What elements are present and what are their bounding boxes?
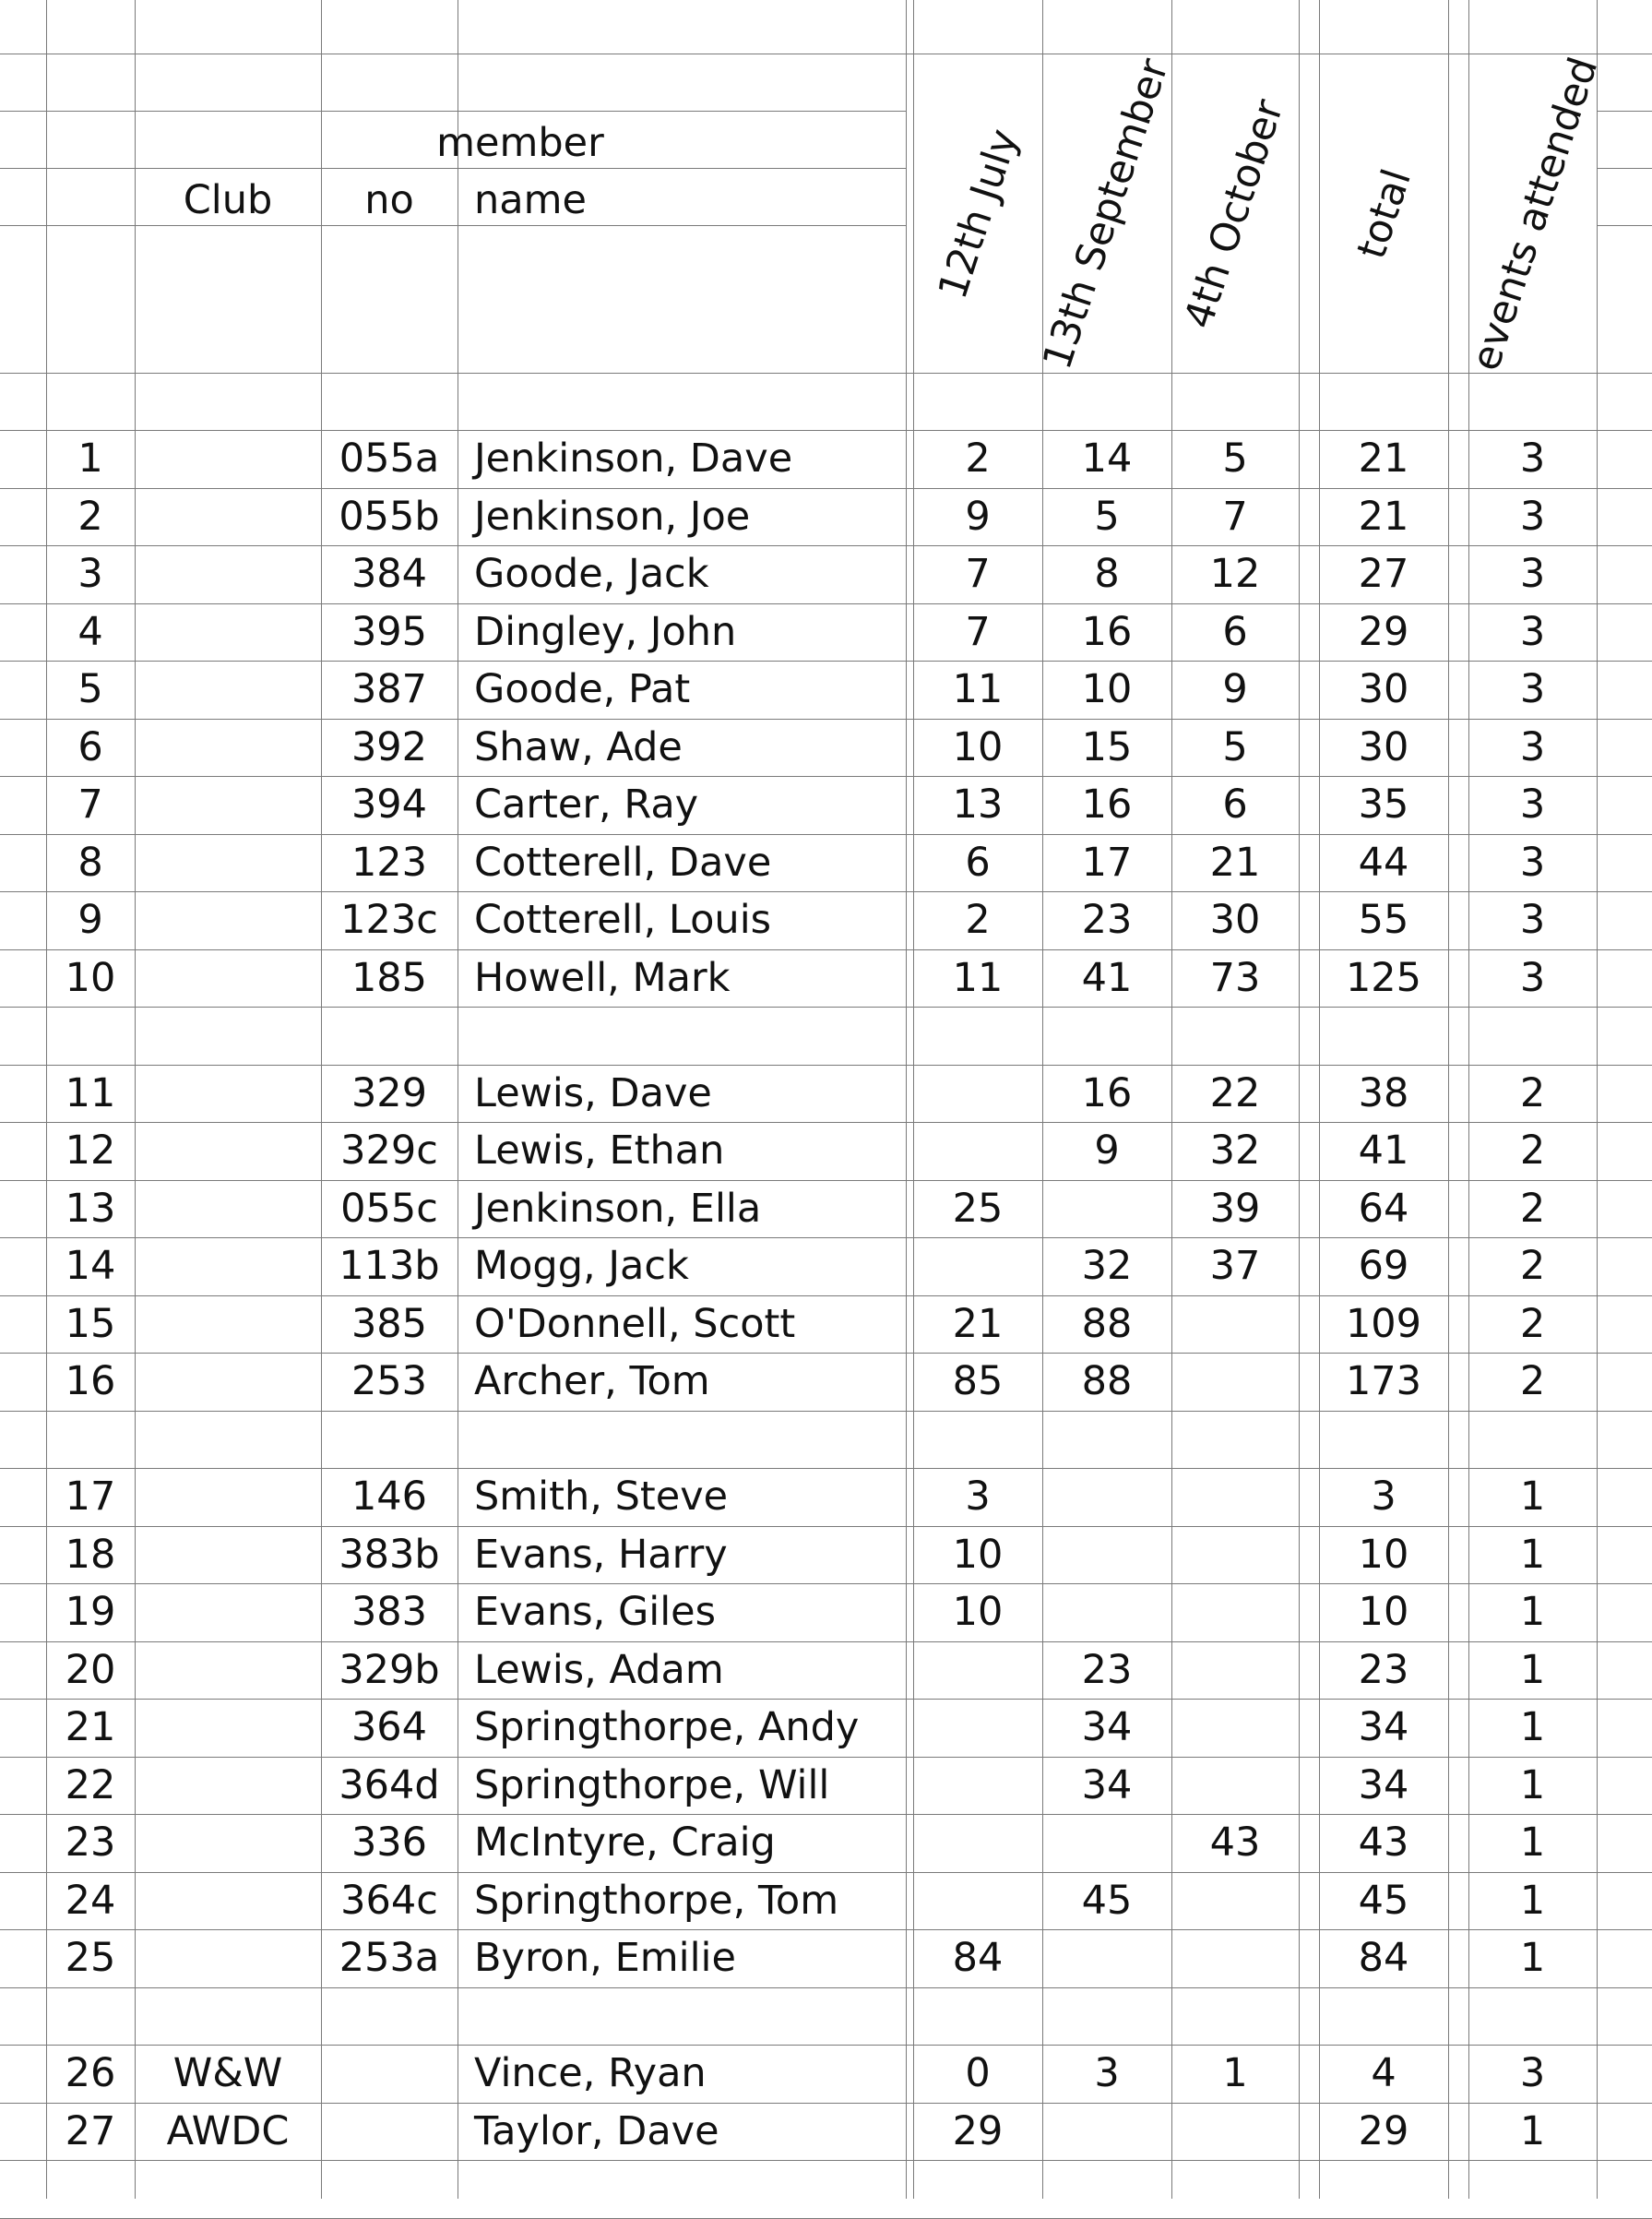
cell-event-1: 11	[952, 955, 1004, 1001]
cell-name: Shaw, Ade	[474, 724, 683, 770]
cell-event-2: 23	[1081, 897, 1133, 943]
cell-name: O'Donnell, Scott	[474, 1301, 796, 1347]
cell-total: 10	[1358, 1589, 1409, 1635]
cell-total: 29	[1358, 609, 1409, 655]
cell-events-attended: 1	[1519, 1762, 1546, 1808]
cell-event-1: 10	[952, 1589, 1004, 1635]
cell-total: 38	[1358, 1070, 1409, 1116]
cell-total: 45	[1358, 1878, 1409, 1924]
cell-club	[135, 834, 321, 891]
cell-event-3: 73	[1209, 955, 1261, 1001]
cell-member-no: 055a	[339, 435, 440, 482]
cell-event-1: 13	[952, 781, 1004, 828]
grid-hline-header	[0, 111, 906, 112]
cell-total: 34	[1358, 1762, 1409, 1808]
grid-hline-header	[1597, 168, 1652, 169]
cell-rank: 24	[65, 1878, 116, 1924]
cell-member-no: 146	[351, 1473, 428, 1520]
cell-name: Lewis, Ethan	[474, 1127, 725, 1174]
cell-total: 109	[1345, 1301, 1422, 1347]
cell-name: Jenkinson, Ella	[474, 1186, 762, 1232]
cell-member-no: 253a	[339, 1935, 440, 1981]
cell-rank: 23	[65, 1819, 116, 1866]
cell-club	[135, 1122, 321, 1179]
cell-member-no: 364c	[340, 1878, 438, 1924]
cell-member-no	[321, 2103, 458, 2160]
cell-event-3: 5	[1222, 435, 1248, 482]
cell-event-1: 9	[965, 494, 991, 540]
grid-vline	[906, 0, 907, 2199]
cell-event-3	[1171, 1872, 1299, 1929]
cell-event-2: 16	[1081, 1070, 1133, 1116]
cell-name: Dingley, John	[474, 609, 737, 655]
cell-rank: 14	[65, 1243, 116, 1289]
cell-member-no: 336	[351, 1819, 428, 1866]
cell-total: 30	[1358, 724, 1409, 770]
cell-event-2: 88	[1081, 1358, 1133, 1404]
header-event-1: 12th July	[929, 124, 1028, 304]
cell-name: Jenkinson, Joe	[474, 494, 751, 540]
cell-events-attended: 1	[1519, 1473, 1546, 1520]
cell-rank: 25	[65, 1935, 116, 1981]
cell-event-3	[1171, 1641, 1299, 1699]
cell-rank: 1	[77, 435, 103, 482]
cell-name: Vince, Ryan	[474, 2050, 707, 2096]
grid-hline	[0, 2160, 1652, 2161]
cell-event-2: 15	[1081, 724, 1133, 770]
cell-member-no: 364	[351, 1704, 428, 1750]
cell-club	[135, 1814, 321, 1871]
cell-event-3	[1171, 1757, 1299, 1814]
grid-hline	[0, 373, 1652, 374]
cell-club	[135, 776, 321, 833]
cell-event-1: 11	[952, 666, 1004, 712]
cell-total: 69	[1358, 1243, 1409, 1289]
cell-member-no: 329c	[340, 1127, 438, 1174]
cell-member-no: 394	[351, 781, 428, 828]
cell-rank: 17	[65, 1473, 116, 1520]
cell-total: 4	[1371, 2050, 1396, 2096]
cell-total: 3	[1371, 1473, 1396, 1520]
cell-name: Archer, Tom	[474, 1358, 710, 1404]
cell-events-attended: 3	[1519, 955, 1546, 1001]
cell-events-attended: 2	[1519, 1301, 1546, 1347]
cell-event-3: 6	[1222, 609, 1248, 655]
cell-total: 27	[1358, 551, 1409, 597]
cell-member-no: 384	[351, 551, 428, 597]
grid-vline	[1299, 0, 1300, 2199]
cell-name: Springthorpe, Andy	[474, 1704, 860, 1750]
cell-event-2: 9	[1094, 1127, 1120, 1174]
cell-event-2	[1042, 1583, 1171, 1640]
cell-rank: 15	[65, 1301, 116, 1347]
cell-total: 21	[1358, 435, 1409, 482]
cell-event-2: 32	[1081, 1243, 1133, 1289]
cell-name: McIntyre, Craig	[474, 1819, 776, 1866]
cell-club	[135, 1468, 321, 1525]
cell-event-3	[1171, 1583, 1299, 1640]
cell-name: Carter, Ray	[474, 781, 699, 828]
cell-club	[135, 661, 321, 718]
cell-total: 55	[1358, 897, 1409, 943]
cell-total: 35	[1358, 781, 1409, 828]
cell-event-2: 41	[1081, 955, 1133, 1001]
cell-club	[135, 1295, 321, 1353]
cell-event-3: 5	[1222, 724, 1248, 770]
cell-events-attended: 1	[1519, 1819, 1546, 1866]
cell-events-attended: 1	[1519, 1878, 1546, 1924]
cell-member-no: 055c	[340, 1186, 438, 1232]
cell-rank: 12	[65, 1127, 116, 1174]
cell-event-1	[913, 1065, 1042, 1122]
cell-total: 34	[1358, 1704, 1409, 1750]
cell-event-2: 8	[1094, 551, 1120, 597]
cell-events-attended: 2	[1519, 1358, 1546, 1404]
cell-name: Springthorpe, Will	[474, 1762, 830, 1808]
cell-club	[135, 719, 321, 776]
cell-event-2: 23	[1081, 1647, 1133, 1693]
cell-event-3	[1171, 1468, 1299, 1525]
cell-rank: 4	[77, 609, 103, 655]
cell-event-2	[1042, 1526, 1171, 1583]
cell-club	[135, 891, 321, 948]
cell-event-2: 5	[1094, 494, 1120, 540]
header-no: no	[364, 177, 414, 223]
cell-member-no: 387	[351, 666, 428, 712]
cell-event-2: 17	[1081, 840, 1133, 886]
cell-event-1: 7	[965, 609, 991, 655]
cell-member-no	[321, 2045, 458, 2102]
header-member: member	[436, 120, 604, 166]
cell-events-attended: 1	[1519, 1589, 1546, 1635]
grid-hline	[0, 1411, 1652, 1412]
cell-rank: 18	[65, 1532, 116, 1578]
cell-events-attended: 3	[1519, 781, 1546, 828]
cell-event-1: 6	[965, 840, 991, 886]
cell-club	[135, 1065, 321, 1122]
cell-event-2	[1042, 1468, 1171, 1525]
cell-event-2: 45	[1081, 1878, 1133, 1924]
cell-events-attended: 2	[1519, 1243, 1546, 1289]
cell-event-1: 10	[952, 724, 1004, 770]
cell-name: Byron, Emilie	[474, 1935, 736, 1981]
cell-event-3	[1171, 1929, 1299, 1986]
cell-total: 21	[1358, 494, 1409, 540]
cell-events-attended: 3	[1519, 724, 1546, 770]
cell-total: 30	[1358, 666, 1409, 712]
cell-event-1: 29	[952, 2108, 1004, 2154]
cell-rank: 19	[65, 1589, 116, 1635]
cell-rank: 3	[77, 551, 103, 597]
cell-rank: 13	[65, 1186, 116, 1232]
cell-total: 29	[1358, 2108, 1409, 2154]
cell-events-attended: 3	[1519, 897, 1546, 943]
cell-event-3	[1171, 1353, 1299, 1410]
cell-rank: 2	[77, 494, 103, 540]
cell-event-3: 1	[1222, 2050, 1248, 2096]
cell-total: 44	[1358, 840, 1409, 886]
cell-events-attended: 3	[1519, 435, 1546, 482]
cell-event-2	[1042, 1814, 1171, 1871]
cell-event-2	[1042, 1929, 1171, 1986]
cell-club	[135, 1180, 321, 1237]
cell-events-attended: 3	[1519, 666, 1546, 712]
cell-event-3	[1171, 1295, 1299, 1353]
cell-member-no: 113b	[339, 1243, 440, 1289]
cell-club	[135, 1929, 321, 1986]
cell-member-no: 253	[351, 1358, 428, 1404]
cell-name: Taylor, Dave	[474, 2108, 719, 2154]
cell-total: 64	[1358, 1186, 1409, 1232]
cell-rank: 26	[65, 2050, 116, 2096]
cell-events-attended: 3	[1519, 2050, 1546, 2096]
cell-member-no: 383b	[339, 1532, 440, 1578]
cell-event-2: 34	[1081, 1704, 1133, 1750]
cell-rank: 10	[65, 955, 116, 1001]
cell-rank: 7	[77, 781, 103, 828]
cell-name: Cotterell, Dave	[474, 840, 772, 886]
cell-club	[135, 1237, 321, 1294]
cell-event-3	[1171, 2103, 1299, 2160]
cell-event-3: 43	[1209, 1819, 1261, 1866]
grid-hline-header	[1597, 111, 1652, 112]
cell-club	[135, 1353, 321, 1410]
grid-vline	[1597, 0, 1598, 2199]
cell-event-2	[1042, 1180, 1171, 1237]
cell-event-2: 16	[1081, 609, 1133, 655]
cell-club	[135, 949, 321, 1007]
cell-name: Mogg, Jack	[474, 1243, 689, 1289]
cell-event-1	[913, 1757, 1042, 1814]
cell-name: Lewis, Adam	[474, 1647, 724, 1693]
cell-event-2: 16	[1081, 781, 1133, 828]
cell-member-no: 329	[351, 1070, 428, 1116]
cell-total: 125	[1345, 955, 1422, 1001]
cell-event-1: 0	[965, 2050, 991, 2096]
cell-events-attended: 1	[1519, 1704, 1546, 1750]
cell-event-3	[1171, 1526, 1299, 1583]
cell-name: Cotterell, Louis	[474, 897, 772, 943]
cell-club	[135, 545, 321, 602]
cell-member-no: 385	[351, 1301, 428, 1347]
cell-rank: 21	[65, 1704, 116, 1750]
cell-member-no: 395	[351, 609, 428, 655]
cell-event-3: 22	[1209, 1070, 1261, 1116]
cell-club: AWDC	[166, 2108, 290, 2154]
cell-events-attended: 3	[1519, 494, 1546, 540]
cell-name: Jenkinson, Dave	[474, 435, 793, 482]
cell-total: 23	[1358, 1647, 1409, 1693]
cell-club	[135, 1641, 321, 1699]
cell-event-2: 10	[1081, 666, 1133, 712]
cell-club: W&W	[172, 2050, 283, 2096]
cell-events-attended: 1	[1519, 1532, 1546, 1578]
cell-rank: 5	[77, 666, 103, 712]
cell-total: 41	[1358, 1127, 1409, 1174]
cell-club	[135, 603, 321, 661]
cell-event-1: 21	[952, 1301, 1004, 1347]
cell-club	[135, 1526, 321, 1583]
cell-name: Goode, Pat	[474, 666, 691, 712]
cell-club	[135, 430, 321, 487]
cell-event-1: 7	[965, 551, 991, 597]
cell-total: 173	[1345, 1358, 1422, 1404]
cell-name: Evans, Giles	[474, 1589, 717, 1635]
cell-club	[135, 1872, 321, 1929]
cell-rank: 11	[65, 1070, 116, 1116]
cell-event-1: 2	[965, 435, 991, 482]
cell-rank: 6	[77, 724, 103, 770]
cell-total: 43	[1358, 1819, 1409, 1866]
cell-event-1	[913, 1237, 1042, 1294]
cell-member-no: 364d	[339, 1762, 440, 1808]
cell-event-2: 34	[1081, 1762, 1133, 1808]
cell-event-3: 9	[1222, 666, 1248, 712]
cell-member-no: 055b	[339, 494, 440, 540]
cell-event-2: 14	[1081, 435, 1133, 482]
cell-name: Smith, Steve	[474, 1473, 729, 1520]
grid-vline	[1448, 0, 1449, 2199]
cell-member-no: 392	[351, 724, 428, 770]
cell-rank: 9	[77, 897, 103, 943]
cell-events-attended: 1	[1519, 1935, 1546, 1981]
cell-event-3	[1171, 1699, 1299, 1756]
cell-rank: 8	[77, 840, 103, 886]
header-club: Club	[183, 177, 273, 223]
cell-club	[135, 1699, 321, 1756]
cell-event-3: 7	[1222, 494, 1248, 540]
cell-event-3: 37	[1209, 1243, 1261, 1289]
cell-events-attended: 2	[1519, 1127, 1546, 1174]
cell-events-attended: 3	[1519, 840, 1546, 886]
cell-events-attended: 1	[1519, 2108, 1546, 2154]
header-total: total	[1349, 163, 1420, 265]
cell-member-no: 383	[351, 1589, 428, 1635]
cell-rank: 22	[65, 1762, 116, 1808]
cell-name: Evans, Harry	[474, 1532, 728, 1578]
header-name: name	[474, 177, 587, 223]
cell-event-3: 21	[1209, 840, 1261, 886]
cell-name: Goode, Jack	[474, 551, 709, 597]
grid-hline	[0, 1007, 1652, 1008]
cell-event-1	[913, 1699, 1042, 1756]
cell-member-no: 123	[351, 840, 428, 886]
cell-total: 84	[1358, 1935, 1409, 1981]
cell-event-1: 84	[952, 1935, 1004, 1981]
grid-hline	[0, 1987, 1652, 1988]
cell-event-1: 10	[952, 1532, 1004, 1578]
cell-events-attended: 3	[1519, 551, 1546, 597]
cell-event-3: 30	[1209, 897, 1261, 943]
cell-event-1	[913, 1641, 1042, 1699]
cell-event-2: 3	[1094, 2050, 1120, 2096]
cell-event-3: 12	[1209, 551, 1261, 597]
cell-event-2	[1042, 2103, 1171, 2160]
header-event-3: 4th October	[1175, 93, 1293, 335]
cell-event-3: 39	[1209, 1186, 1261, 1232]
cell-event-1: 3	[965, 1473, 991, 1520]
cell-event-2: 88	[1081, 1301, 1133, 1347]
cell-total: 10	[1358, 1532, 1409, 1578]
cell-events-attended: 3	[1519, 609, 1546, 655]
cell-events-attended: 2	[1519, 1070, 1546, 1116]
cell-event-1	[913, 1122, 1042, 1179]
cell-events-attended: 2	[1519, 1186, 1546, 1232]
cell-club	[135, 488, 321, 545]
header-event-2: 13th September	[1034, 53, 1178, 376]
cell-event-1	[913, 1814, 1042, 1871]
cell-member-no: 123c	[340, 897, 438, 943]
cell-rank: 16	[65, 1358, 116, 1404]
cell-event-1: 2	[965, 897, 991, 943]
cell-event-1: 85	[952, 1358, 1004, 1404]
cell-club	[135, 1583, 321, 1640]
cell-rank: 27	[65, 2108, 116, 2154]
cell-rank: 20	[65, 1647, 116, 1693]
cell-name: Springthorpe, Tom	[474, 1878, 839, 1924]
cell-event-3: 6	[1222, 781, 1248, 828]
cell-member-no: 329b	[339, 1647, 440, 1693]
cell-event-1: 25	[952, 1186, 1004, 1232]
cell-club	[135, 1757, 321, 1814]
cell-member-no: 185	[351, 955, 428, 1001]
cell-event-1	[913, 1872, 1042, 1929]
cell-name: Howell, Mark	[474, 955, 731, 1001]
cell-event-3: 32	[1209, 1127, 1261, 1174]
header-events-attended: events attended	[1462, 52, 1608, 376]
cell-name: Lewis, Dave	[474, 1070, 712, 1116]
grid-hline-header	[1597, 225, 1652, 226]
cell-events-attended: 1	[1519, 1647, 1546, 1693]
